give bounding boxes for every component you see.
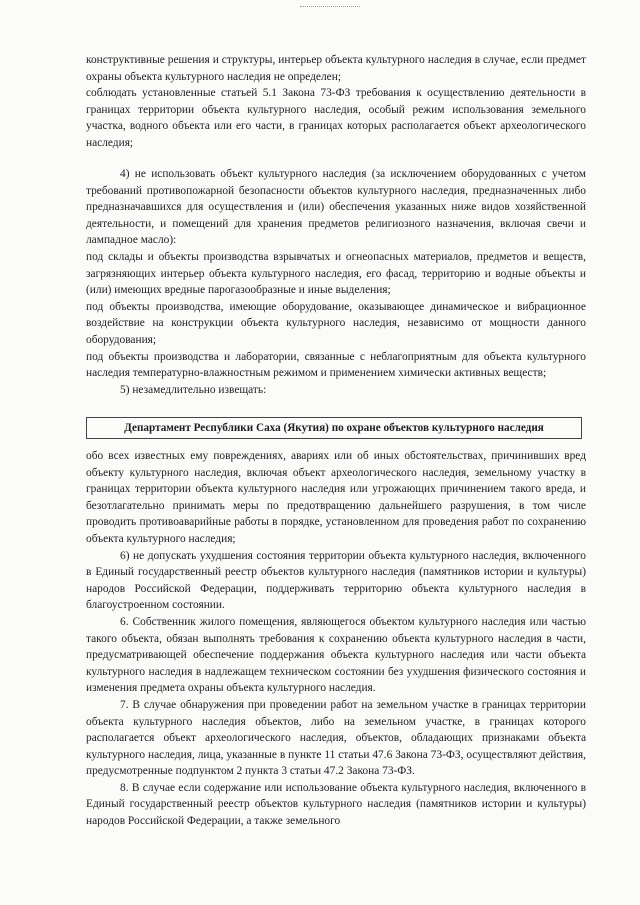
text-block-2	[86, 166, 586, 398]
scan-mark	[300, 6, 360, 9]
paragraph: 4) не использовать объект культурного наследия (за исключением оборудованных с учетом требований противопожарной безопасности объектов культурного наследия, предназначенных либо предназначавшихся для осуществления и (или) обеспечения указанных ниже видов хозяйственной деятельности, и помещений для хранения предметов религиозного назначения, включая свечи и лампадное масло):	[86, 168, 586, 247]
paragraph: 7. В случае обнаружения при проведении работ на земельном участке в границах территории объекта культурного наследия объектов, либо на земельном участке, в границах которого располагается объект археологического наследия, объектов, обладающих признаками объекта культурного наследия, лица, указанные в пункте 11 статьи 47.6 Закона 73-ФЗ, осуществляют действия, предусмотренные подпунктом 2 пункта 3 статьи 47.2 Закона 73-ФЗ.	[86, 698, 586, 778]
paragraph: конструктивные решения и структуры, интерьер объекта культурного наследия в случае, если предмет охраны объекта культурного наследия не определен;	[86, 54, 586, 83]
paragraph: под объекты производства, имеющие оборудование, оказывающее динамическое и вибрационное воздействие на конструкции объекта культурного наследия, независимо от мощности данного оборудования;	[86, 300, 586, 346]
paragraph: под объекты производства и лаборатории, связанные с неблагоприятным для объекта культурного наследия температурно-влажностным режимом и применением химически активных веществ;	[86, 350, 586, 380]
text-block-3	[86, 448, 586, 830]
paragraph: под склады и объекты производства взрывчатых и огнеопасных материалов, предметов и веществ, загрязняющих интерьер объекта культурного наследия, его фасад, территорию и водные объекты и (или) имеющих вредные парогазообразные и иные выделения;	[86, 250, 586, 297]
paragraph: обо всех известных ему повреждениях, авариях или об иных обстоятельствах, причинивших вред объекту культурного наследия, включая объект археологического наследия, земельному участку в границах территории объекта культурного наследия или угрожающих причинением такого вреда, и безотлагательно принимать меры по предотвращению дальнейшего разрушения, в том числе проводить противоаварийные работы в порядке, установленном для проведения работ по сохранению объекта культурного наследия;	[86, 450, 586, 545]
paragraph: 8. В случае если содержание или использование объекта культурного наследия, включенного в Единый государственный реестр объектов культурного наследия (памятников истории и культуры) народов Российской Федерации, а также земельного	[86, 781, 586, 828]
paragraph: 6. Собственник жилого помещения, являющегося объектом культурного наследия или частью такого объекта, обязан выполнять требования к сохранению объекта культурного наследия в части, предусматривающей обеспечение поддержания объекта культурного наследия или части объекта культурного наследия в надлежащем техническом состоянии без ухудшения физического состояния и изменения предмета охраны объекта культурного наследия.	[86, 615, 586, 695]
text-block-1	[86, 52, 586, 152]
paragraph: соблюдать установленные статьей 5.1 Закона 73-ФЗ требования к осуществлению деятельности в границах территории объекта культурного наследия, особый режим использования земельного участка, водного объекта или его части, в границах которых располагается объект археологического наследия;	[86, 87, 586, 149]
department-name-box: Департамент Республики Саха (Якутия) по охране объектов культурного наследия	[86, 417, 582, 439]
paragraph: 6) не допускать ухудшения состояния территории объекта культурного наследия, включенного в Единый государственный реестр объектов культурного наследия (памятников истории и культуры) народов Российской Федерации, поддерживать территорию объекта культурного наследия в благоустроенном состоянии.	[86, 549, 586, 612]
paragraph: 5) незамедлительно извещать:	[120, 383, 267, 396]
